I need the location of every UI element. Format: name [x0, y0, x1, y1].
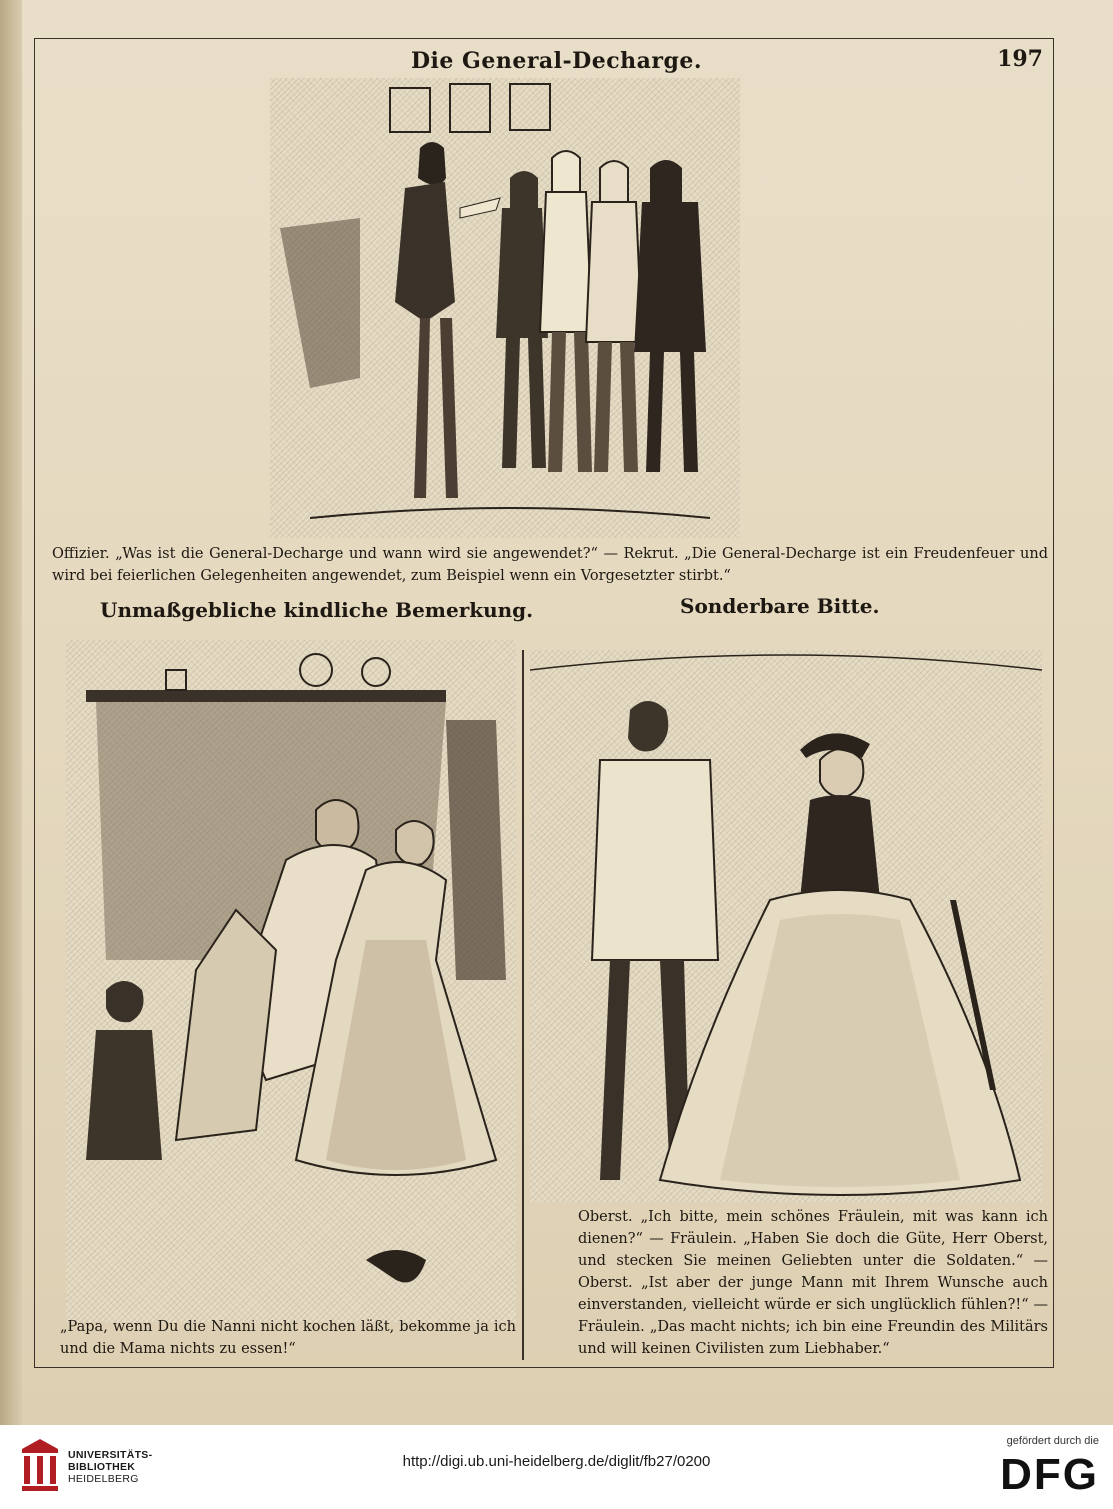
left-section-title: Unmaßgebliche kindliche Bemerkung.: [100, 598, 534, 622]
right-caption: Oberst. „Ich bitte, mein schönes Fräulein, mit was kann ich dienen?“ — Fräulein. „Haben Sie doch die Güte, Herr Oberst, und stecken Sie meinen Geliebten unter die Soldaten.“ — Oberst. „Ist aber der junge Mann mit Ihrem Wunsche auch einverstanden, vielleicht würde er sich unglücklich fühlen?!“ — Fräulein. „Das macht nichts; ich bin eine Freundin des Militärs und will keinen Civilisten zum Liebhaber.“: [578, 1209, 1048, 1357]
digital-library-url[interactable]: http://digi.ub.uni-heidelberg.de/diglit/fb27/0200: [402, 1453, 711, 1470]
right-section-title: Sonderbare Bitte.: [680, 594, 880, 618]
column-divider: [522, 650, 524, 1360]
left-caption: „Papa, wenn Du die Nanni nicht kochen läßt, bekomme ja ich und die Mama nichts zu essen!“: [60, 1319, 516, 1357]
colonel-lady-drawing: [530, 650, 1042, 1202]
dfg-logo[interactable]: DFG: [1000, 1450, 1099, 1499]
officer-recruits-drawing: [270, 78, 740, 538]
top-caption: Offizier. „Was ist die General-Decharge und wann wird sie angewendet?“ — Rekrut. „Die General-Decharge ist ein Freudenfeuer und wird bei feierlichen Gelegenheiten angewendet, zum Beispiel wenn ein Vorgesetzter stirbt.“: [52, 546, 1048, 584]
illustration-colonel-and-lady: [530, 650, 1042, 1202]
illustration-officer-and-recruits: [270, 78, 740, 538]
library-name-line2: BIBLIOTHEK: [68, 1461, 136, 1473]
funded-by-label: gefördert durch die: [1006, 1435, 1099, 1447]
library-name-line3: HEIDELBERG: [68, 1473, 139, 1485]
footer-bar: [0, 1425, 1113, 1509]
page-title: Die General-Decharge.: [410, 48, 703, 74]
library-name-line1: UNIVERSITÄTS-: [68, 1449, 153, 1461]
page-number: 197: [997, 46, 1043, 72]
illustration-kitchen-scene: [66, 640, 516, 1322]
kitchen-scene-drawing: [66, 640, 516, 1322]
